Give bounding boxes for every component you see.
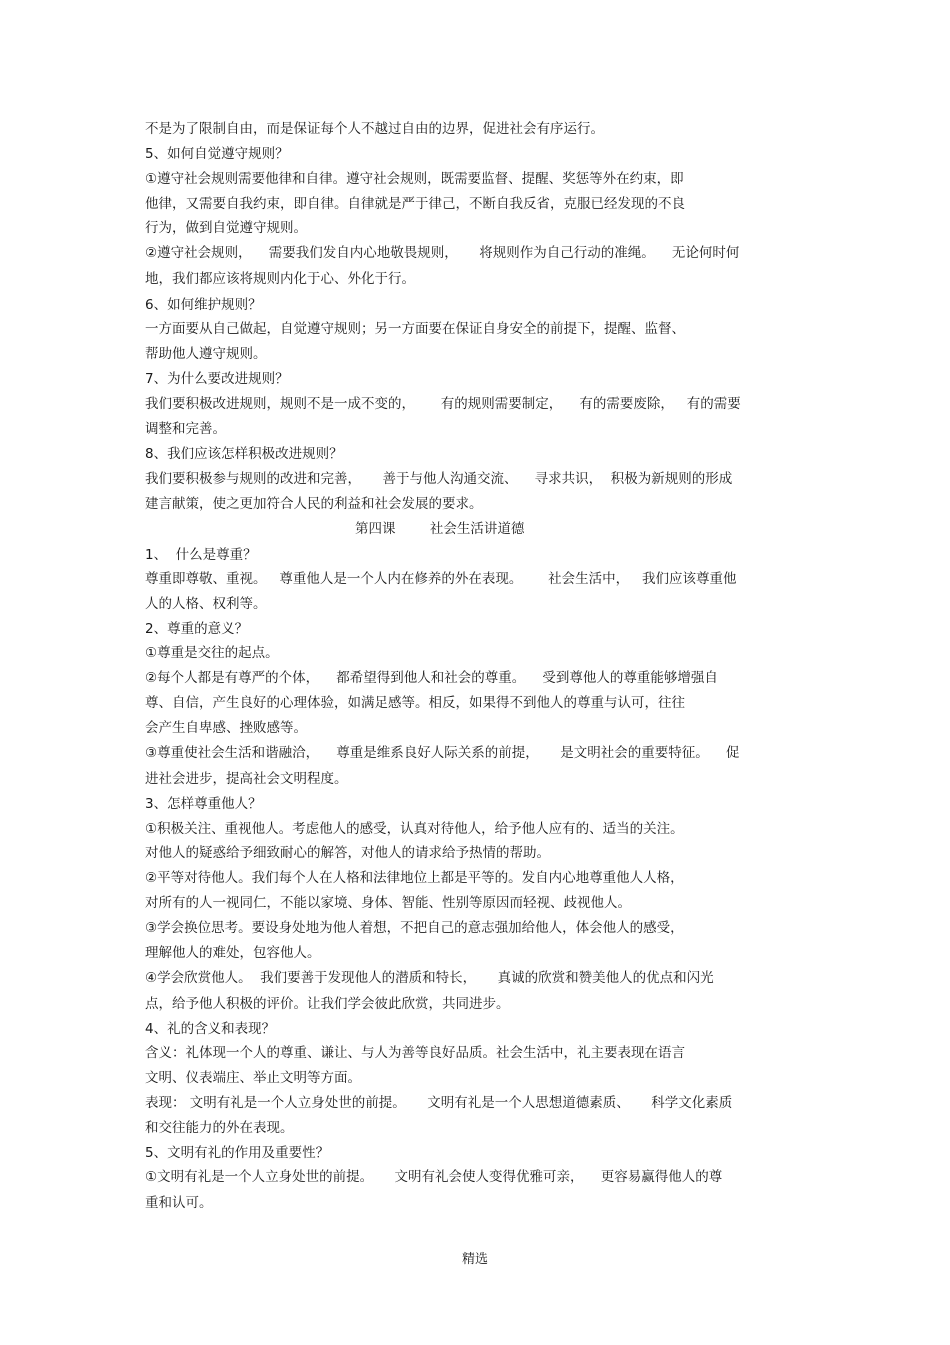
text-line: ③学会换位思考。要设身处地为他人着想，不把自己的意志强加给他人，体会他人的感受，: [145, 920, 684, 936]
text-line: 行为，做到自觉遵守规则。: [145, 220, 307, 236]
text-line: 重和认可。: [145, 1195, 213, 1211]
question-heading: 5、文明有礼的作用及重要性？: [145, 1145, 330, 1161]
question-heading: 2、尊重的意义？: [145, 621, 249, 637]
text-line: 地，我们都应该将规则内化于心、外化于行。: [145, 271, 415, 287]
text-line: 含义：礼体现一个人的尊重、谦让、与人为善等良好品质。社会生活中，礼主要表现在语言: [145, 1045, 685, 1061]
text-line: 建言献策，使之更加符合人民的利益和社会发展的要求。: [145, 496, 483, 512]
text-line: 文明、仪表端庄、举止文明等方面。: [145, 1070, 361, 1086]
text-line: ②每个人都是有尊严的个体， 都希望得到他人和社会的尊重。 受到尊他人的尊重能够增强自: [145, 670, 718, 686]
text-line: 一方面要从自己做起，自觉遵守规则；另一方面要在保证自身安全的前提下，提醒、监督、: [145, 321, 685, 337]
text-line: ①文明有礼是一个人立身处世的前提。 文明有礼会使人变得优雅可亲， 更容易赢得他人的尊: [145, 1169, 723, 1185]
text-line: 尊重即尊敬、重视。 尊重他人是一个人内在修养的外在表现。 社会生活中， 我们应该尊重他: [145, 571, 737, 587]
text-line: ②遵守社会规则， 需要我们发自内心地敬畏规则， 将规则作为自己行动的准绳。 无论何时何: [145, 245, 740, 261]
lesson-title: 第四课 社会生活讲道德: [355, 521, 525, 537]
text-line: 进社会进步，提高社会文明程度。: [145, 771, 348, 787]
text-line: 人的人格、权利等。: [145, 596, 267, 612]
question-heading: 5、如何自觉遵守规则？: [145, 146, 289, 162]
text-line: 对他人的疑惑给予细致耐心的解答，对他人的请求给予热情的帮助。: [145, 845, 550, 861]
question-heading: 8、我们应该怎样积极改进规则？: [145, 446, 343, 462]
text-line: 尊、自信，产生良好的心理体验，如满足感等。相反，如果得不到他人的尊重与认可，往往: [145, 695, 685, 711]
text-line: ②平等对待他人。我们每个人在人格和法律地位上都是平等的。发自内心地尊重他人人格，: [145, 870, 684, 886]
text-line: 我们要积极改进规则，规则不是一成不变的， 有的规则需要制定， 有的需要废除， 有的需要: [145, 396, 741, 412]
page-footer: 精选: [461, 1252, 488, 1267]
text-line: 帮助他人遵守规则。: [145, 346, 267, 362]
text-line: 表现： 文明有礼是一个人立身处世的前提。 文明有礼是一个人思想道德素质、 科学文化素质: [145, 1095, 733, 1111]
question-heading: 6、如何维护规则？: [145, 297, 262, 313]
text-line: 他律，又需要自我约束，即自律。自律就是严于律己，不断自我反省，克服已经发现的不良: [145, 196, 685, 212]
text-line: ④学会欣赏他人。 我们要善于发现他人的潜质和特长， 真诚的欣赏和赞美他人的优点和闪光: [145, 970, 714, 986]
question-heading: 1、 什么是尊重？: [145, 547, 257, 563]
text-line: ③尊重使社会生活和谐融洽， 尊重是维系良好人际关系的前提， 是文明社会的重要特征。 促: [145, 745, 740, 761]
text-line: ①尊重是交往的起点。: [145, 645, 279, 661]
text-line: ①遵守社会规则需要他律和自律。遵守社会规则，既需要监督、提醒、奖惩等外在约束，即: [145, 171, 684, 187]
text-line: 不是为了限制自由，而是保证每个人不越过自由的边界，促进社会有序运行。: [145, 121, 604, 137]
text-line: 点，给予他人积极的评价。让我们学会彼此欣赏，共同进步。: [145, 996, 510, 1012]
text-line: 对所有的人一视同仁，不能以家境、身体、智能、性别等原因而轻视、歧视他人。: [145, 895, 631, 911]
question-heading: 7、为什么要改进规则？: [145, 371, 289, 387]
question-heading: 3、怎样尊重他人？: [145, 796, 262, 812]
text-line: 会产生自卑感、挫败感等。: [145, 720, 307, 736]
text-line: 和交往能力的外在表现。: [145, 1120, 294, 1136]
text-line: 理解他人的难处，包容他人。: [145, 945, 321, 961]
text-line: 我们要积极参与规则的改进和完善， 善于与他人沟通交流、 寻求共识， 积极为新规则的形成: [145, 471, 733, 487]
question-heading: 4、礼的含义和表现？: [145, 1021, 276, 1037]
text-line: 调整和完善。: [145, 421, 226, 437]
text-line: ①积极关注、重视他人。考虑他人的感受，认真对待他人，给予他人应有的、适当的关注。: [145, 821, 684, 837]
